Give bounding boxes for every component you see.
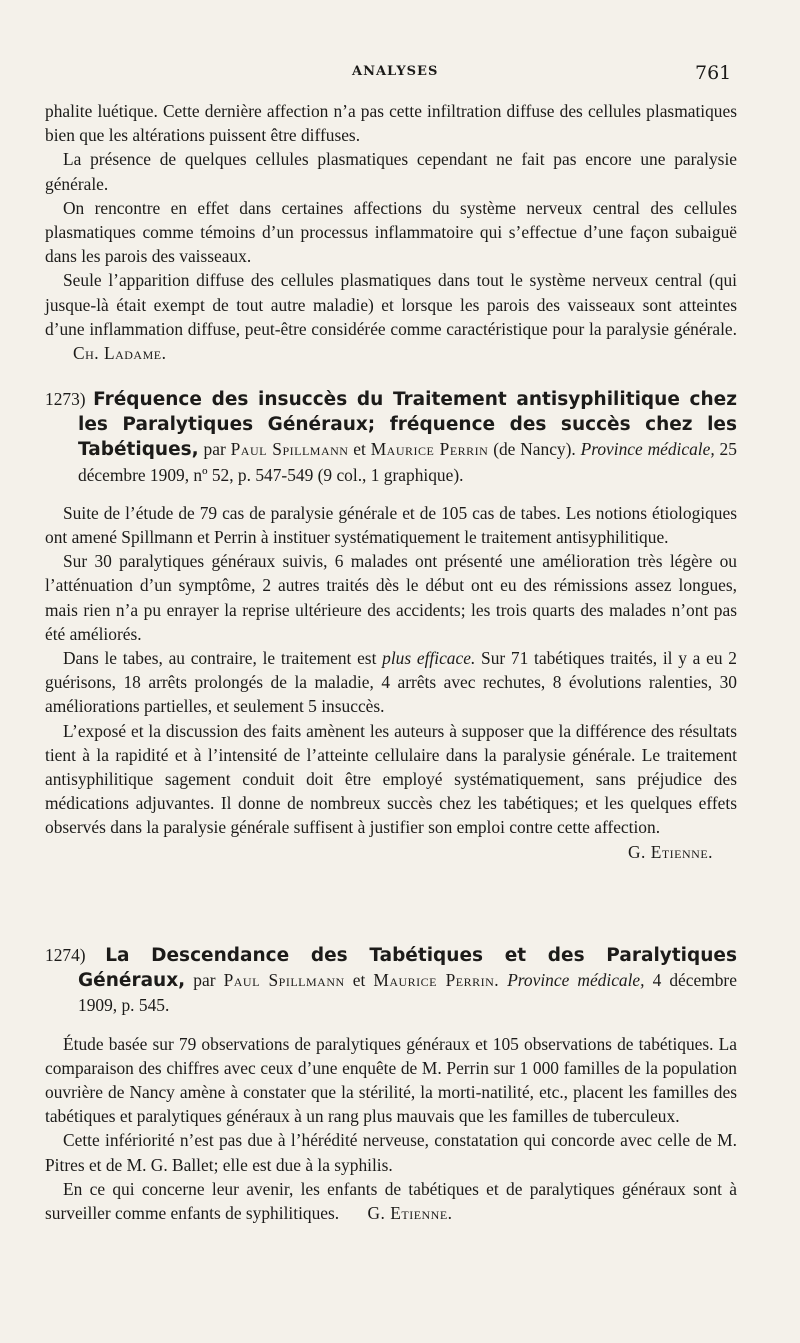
author-name: Maurice Perrin.	[373, 970, 500, 991]
paragraph	[45, 646, 737, 719]
signature	[45, 840, 737, 864]
signature-text: G. Etienne.	[627, 841, 713, 862]
article-number: 1274)	[45, 945, 86, 965]
emphasis: plus efficace.	[382, 648, 476, 669]
article-heading	[45, 387, 737, 487]
author-name: Maurice Perrin	[370, 439, 489, 460]
page-header	[0, 62, 800, 88]
paragraph: L’exposé et la discussion des faits amènent les auteurs à supposer que la différence des résultats tient à la rapidité et à l’intensité de l’atteinte cellulaire dans la paralysie générale. Le traitement antisyphilitique sagement conduit doit être employé systématiquement, sans préjudice des médications adjuvantes. Il donne de nombreux succès chez les tabétiques; et les quelques effets observés dans la paralysie générale suffisent à justifier son emploi contre cette affection.	[45, 720, 737, 838]
author-name: Paul Spillmann	[230, 439, 349, 460]
author-place: (de Nancy).	[493, 439, 576, 460]
article-1273	[45, 387, 737, 864]
signature: G. Etienne.	[367, 1203, 453, 1224]
journal-name: Province médicale,	[580, 439, 715, 460]
article-number: 1273)	[45, 389, 86, 409]
citation: 4 décembre 1909, p. 545.	[78, 970, 737, 1016]
signature: Ch. Ladame.	[73, 343, 167, 364]
paragraph: phalite luétique. Cette dernière affection n’a pas cette infiltration diffuse des cellules plasmatiques bien que les altérations puissent être diffuses.	[45, 101, 737, 146]
paragraph-text: Dans le tabes, au contraire, le traitement est	[63, 648, 377, 669]
section-top	[45, 99, 737, 365]
author-by: par	[193, 970, 216, 991]
running-head: ANALYSES	[352, 64, 439, 79]
article-heading	[45, 943, 737, 1018]
paragraph: Cette infériorité n’est pas due à l’hérédité nerveuse, constatation qui concorde avec celle de M. Pitres et de M. G. Ballet; elle est due à la syphilis.	[45, 1130, 737, 1175]
author-by: par	[203, 439, 226, 460]
paragraph	[45, 268, 737, 365]
paragraph: La présence de quelques cellules plasmatiques cependant ne fait pas encore une paralysie générale.	[45, 149, 737, 194]
paragraph	[45, 1177, 737, 1225]
article-1274	[45, 943, 737, 1225]
author-name: Paul Spillmann	[223, 970, 345, 991]
author-conjunction: et	[352, 970, 366, 991]
paragraph: Sur 30 paralytiques généraux suivis, 6 malades ont présenté une amélioration très légère ou l’atténuation d’un symptôme, 2 autres traités dès le début ont eu des rémissions assez longues, mais rien n’a pu enrayer la reprise ultérieure des accidents; les trois quarts des malades n’ont pas été améliorés.	[45, 551, 737, 644]
article-title: Fréquence des insuccès du Traitement antisyphilitique chez les Paralytiques Généraux; fréquence des succès chez les Tabétiques,	[78, 389, 737, 461]
citation: 25 décembre 1909, nº 52, p. 547-549 (9 col., 1 graphique).	[78, 439, 737, 485]
paragraph: On rencontre en effet dans certaines affections du système nerveux central des cellules plasmatiques comme témoins d’un processus inflammatoire qui s’effectue d’une façon subaiguë dans les parois des vaisseaux.	[45, 197, 737, 267]
paragraph: Étude basée sur 79 observations de paralytiques généraux et 105 observations de tabétiques. La comparaison des chiffres avec ceux d’une enquête de M. Perrin sur 1 000 familles de la population ouvrière de Nancy amène à constater que la stérilité, la morti-natilité, etc., placent les familles des tabétiques et paralytiques généraux à un rang plus mauvais que les familles de tuberculeux.	[45, 1033, 737, 1127]
paragraph-text: Seule l’apparition diffuse des cellules plasmatiques dans tout le système nerveux central (qui jusque-là était exempt de tout autre maladie) et lorsque les parois des vaisseaux sont atteintes d’une inflammation diffuse, peut-être considérée comme caractéristique pour la paralysie générale.	[45, 270, 737, 339]
paragraph-text: En ce qui concerne leur avenir, les enfants de tabétiques et de paralytiques généraux sont à surveiller comme enfants de syphilitiques.	[45, 1178, 737, 1224]
journal-name: Province médicale,	[507, 970, 645, 991]
paragraph-text: Sur 71 tabétiques traités, il y a eu 2 guérisons, 18 arrêts prolongés de la maladie, 4 arrêts avec rechutes, 8 évolutions ralenties, 30 améliorations partielles, et seulement 5 insuccès.	[45, 648, 737, 717]
page-number: 761	[695, 62, 732, 84]
author-conjunction: et	[353, 439, 366, 460]
paragraph: Suite de l’étude de 79 cas de paralysie générale et de 105 cas de tabes. Les notions étiologiques ont amené Spillmann et Perrin à instituer systématiquement le traitement antisyphilitique.	[45, 502, 737, 548]
article-title: La Descendance des Tabétiques et des Paralytiques Généraux,	[78, 945, 737, 992]
